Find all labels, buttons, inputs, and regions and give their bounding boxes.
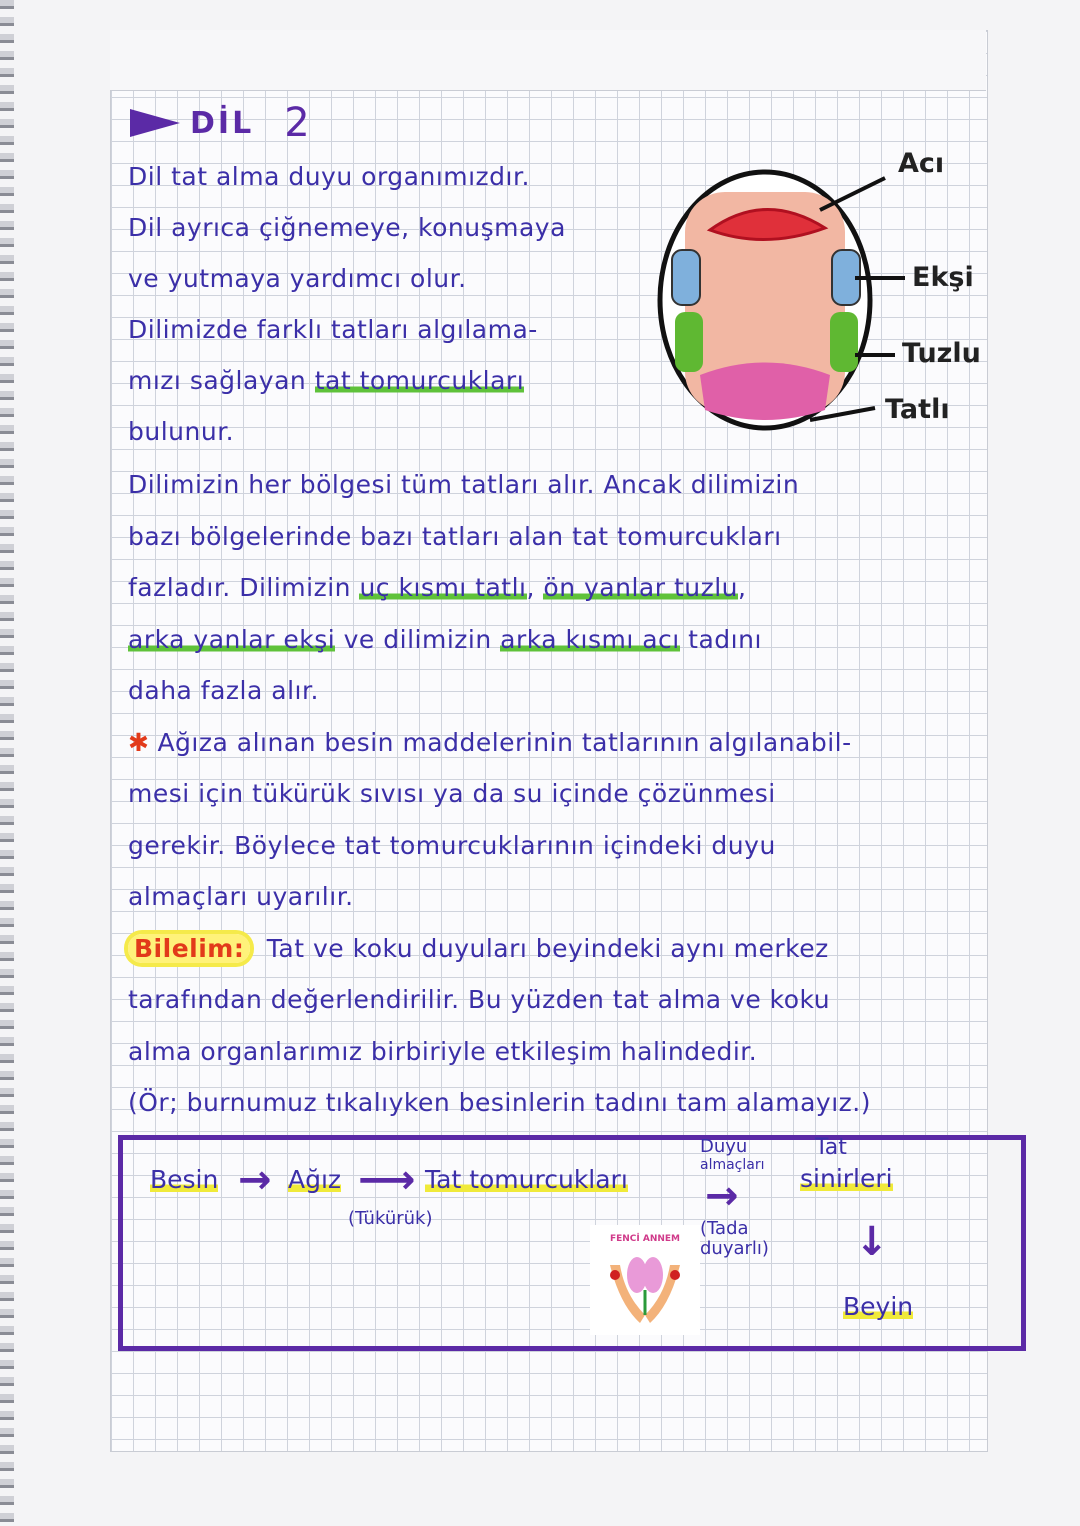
text-line [128,313,538,347]
sour-zone-left [672,250,700,305]
text-segment: ve yutmaya yardımcı olur. [128,264,467,293]
asterisk-icon: ✱ [128,727,150,757]
text-line [128,211,566,245]
flow-duyarli: duyarlı) [700,1238,769,1259]
flow-tukuruk: (Tükürük) [348,1208,433,1229]
flow-sinirleri: sinirleri [800,1164,893,1193]
text-line [128,262,467,296]
text-line [128,1035,757,1069]
text-line [128,364,524,398]
hands-flower-icon [600,1245,690,1325]
text-segment: Dilimizde farklı tatları algılama- [128,315,538,344]
text-line [128,932,829,966]
text-segment: alma organlarımız birbiriyle etkileşim halindedir. [128,1036,758,1066]
text-line [128,726,852,760]
text-segment: fazladır. Dilimizin [128,573,360,602]
spiral-binding [0,0,14,1526]
text-segment: almaçları uyarılır. [128,882,354,911]
text-line [128,674,319,708]
text-line [128,468,799,502]
flow-almaclari: almaçları [700,1157,765,1173]
text-segment: Dilimizin her bölgesi tüm tatları alır. Ancak dilimizin [128,470,800,499]
text-line [128,160,530,194]
sweet-zone [700,363,830,421]
flow-besin: Besin [150,1165,219,1194]
flow-beyin: Beyin [843,1292,914,1321]
flow-duyu: Duyu [700,1136,748,1157]
text-line [128,520,782,554]
flow-tada: (Tada [700,1218,749,1239]
salty-zone-right [830,312,858,372]
highlighted-text: ön yanlar tuzlu [543,573,739,602]
text-segment: Dil tat alma duyu organımızdır. [128,162,530,191]
highlighted-text: arka kısmı acı [500,624,680,654]
label-bitter: Acı [898,148,945,179]
text-line [128,415,234,449]
logo-text: FENCİ ANNEM [609,1234,681,1244]
text-line [128,983,830,1017]
text-segment: bulunur. [128,417,235,446]
text-segment: mesi için tükürük sıvısı ya da su içinde çözünmesi [128,779,776,808]
text-line [128,571,746,605]
text-segment: tadını [679,624,762,654]
text-segment: bazı bölgelerinde bazı tatları alan tat tomurcukları [128,521,782,551]
label-salty: Tuzlu [902,338,981,369]
text-line [128,1086,871,1120]
text-line [128,777,776,811]
bilelim-label: Bilelim: [128,934,250,963]
arrow-right-icon: → [705,1173,739,1219]
page-footer-band [110,1370,986,1450]
arrow-down-icon: ↓ [855,1219,889,1265]
text-segment: Tat ve koku duyuları beyindeki aynı merkez [258,933,829,963]
highlighted-text: arka yanlar ekşi [128,624,336,654]
text-segment: , [738,573,747,602]
triangle-marker-icon [130,109,180,137]
text-segment: daha fazla alır. [128,676,319,705]
salty-zone-left [675,312,703,372]
label-sweet: Tatlı [885,394,950,425]
text-segment: Ağıza alınan besin maddelerinin tatlarının algılanabil- [157,727,852,757]
tongue-illustration [650,150,1010,450]
highlighted-text: tat tomurcukları [314,366,525,395]
text-line [128,880,354,914]
title-text: DİL [190,105,255,141]
flow-tat-tomurcuklari: Tat tomurcukları [425,1165,628,1194]
fenci-annem-logo [590,1225,700,1335]
text-segment: tarafından değerlendirilir. Bu yüzden tat alma ve koku [128,985,831,1014]
text-line [128,623,762,657]
text-segment: (Ör; burnumuz tıkalıyken besinlerin tadını tam alamayız.) [128,1088,871,1117]
arrow-right-icon: ⟶ [358,1157,416,1203]
arrow-right-icon: → [238,1157,272,1203]
page-header-band [110,30,986,91]
text-segment: gerekir. Böylece tat tomurcuklarının içindeki duyu [128,830,776,860]
tongue-diagram [650,150,1010,454]
text-line [128,829,776,863]
text-segment: Dil ayrıca çiğnemeye, konuşmaya [128,213,566,242]
flow-agiz: Ağız [288,1165,342,1194]
text-segment: , [526,573,544,602]
flow-tat: Tat [815,1135,847,1160]
title-number: 2 [284,100,310,146]
section-title [130,100,310,146]
label-sour: Ekşi [912,262,974,293]
highlighted-text: uç kısmı tatlı [359,573,527,602]
text-segment: ve dilimizin [335,624,501,654]
text-segment: mızı sağlayan [128,366,315,395]
